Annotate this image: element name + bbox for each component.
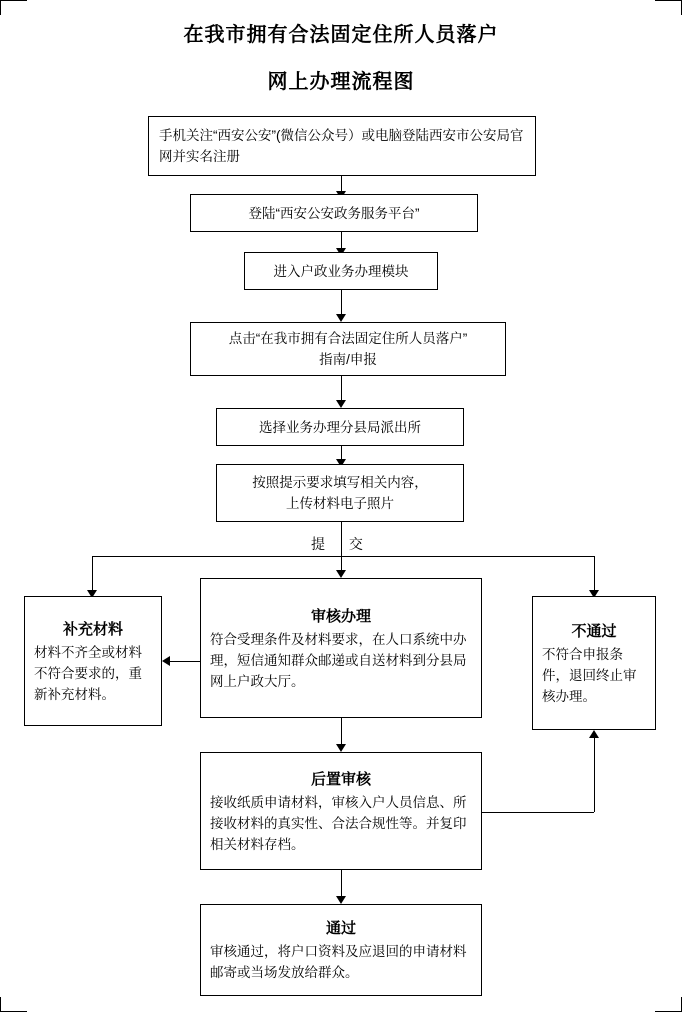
edge-label-submit: 提 交 — [311, 536, 373, 552]
connector-post-to-reject-horizontal — [482, 812, 594, 813]
node-supplement-body: 材料不齐全或材料不符合要求的，重新补充材料。 — [34, 644, 142, 702]
node-select-station-text: 选择业务办理分县局派出所 — [259, 419, 421, 435]
arrow-post-to-pass — [336, 896, 346, 904]
node-login-text: 登陆“西安公安政务服务平台” — [248, 205, 420, 221]
node-module-text: 进入户政业务办理模块 — [273, 263, 409, 279]
node-post-review — [200, 752, 482, 870]
node-register — [148, 116, 536, 176]
arrow-module-to-click — [336, 314, 346, 322]
connector-review-to-supplement — [170, 661, 200, 662]
page-title-line2: 网上办理流程图 — [267, 71, 415, 93]
node-review — [200, 578, 482, 718]
arrow-bus-to-review — [336, 570, 346, 578]
node-fill-form — [216, 464, 464, 522]
node-post-review-body: 接收纸质申请材料，审核入户人员信息、所接收材料的真实性、合法合规性等。并复印相关材料存档。 — [210, 794, 467, 852]
node-review-title: 审核办理 — [310, 607, 371, 625]
crop-mark-top-left — [0, 0, 27, 15]
connector-post-to-reject-vertical — [594, 738, 595, 812]
node-reject — [532, 596, 656, 730]
node-pass-title: 通过 — [325, 920, 356, 937]
node-post-review-title: 后置审核 — [310, 770, 371, 788]
arrow-post-to-reject — [589, 730, 599, 738]
node-register-text: 手机关注“西安公安”(微信公众号）或电脑登陆西安市公安局官网并实名注册 — [159, 128, 524, 164]
node-supplement-title: 补充材料 — [62, 620, 123, 638]
node-click-guide — [190, 322, 506, 376]
node-fill-form-line1: 按照提示要求填写相关内容， — [252, 475, 428, 490]
bus-horizontal — [92, 556, 594, 557]
node-pass-body: 审核通过，将户口资料及应退回的申请材料邮寄或当场发放给群众。 — [210, 944, 467, 980]
node-reject-title: 不通过 — [571, 622, 617, 640]
node-select-station — [216, 408, 464, 446]
node-click-guide-line1: 点击“在我市拥有合法固定住所人员落户” — [228, 331, 468, 346]
arrow-click-to-select — [336, 400, 346, 408]
crop-mark-bottom-left — [0, 997, 27, 1012]
arrow-review-to-supplement — [162, 656, 170, 666]
node-login — [190, 194, 478, 232]
node-reject-body: 不符合申报条件，退回终止审核办理。 — [542, 646, 637, 704]
node-click-guide-line2: 指南/申报 — [319, 352, 377, 367]
node-fill-form-line2: 上传材料电子照片 — [286, 496, 394, 511]
node-pass — [200, 904, 482, 996]
page-title-line1: 在我市拥有合法固定住所人员落户 — [183, 24, 499, 46]
connector-bus-to-reject — [594, 556, 595, 594]
node-review-body: 符合受理条件及材料要求，在人口系统中办理，短信通知群众邮递或自送材料到分县局网上户政大厅。 — [210, 631, 467, 689]
node-module — [244, 252, 438, 290]
crop-mark-top-right — [655, 0, 682, 15]
arrow-review-to-post — [336, 744, 346, 752]
connector-bus-to-supplement — [92, 556, 93, 594]
crop-mark-bottom-right — [655, 997, 682, 1012]
node-supplement — [24, 596, 162, 726]
